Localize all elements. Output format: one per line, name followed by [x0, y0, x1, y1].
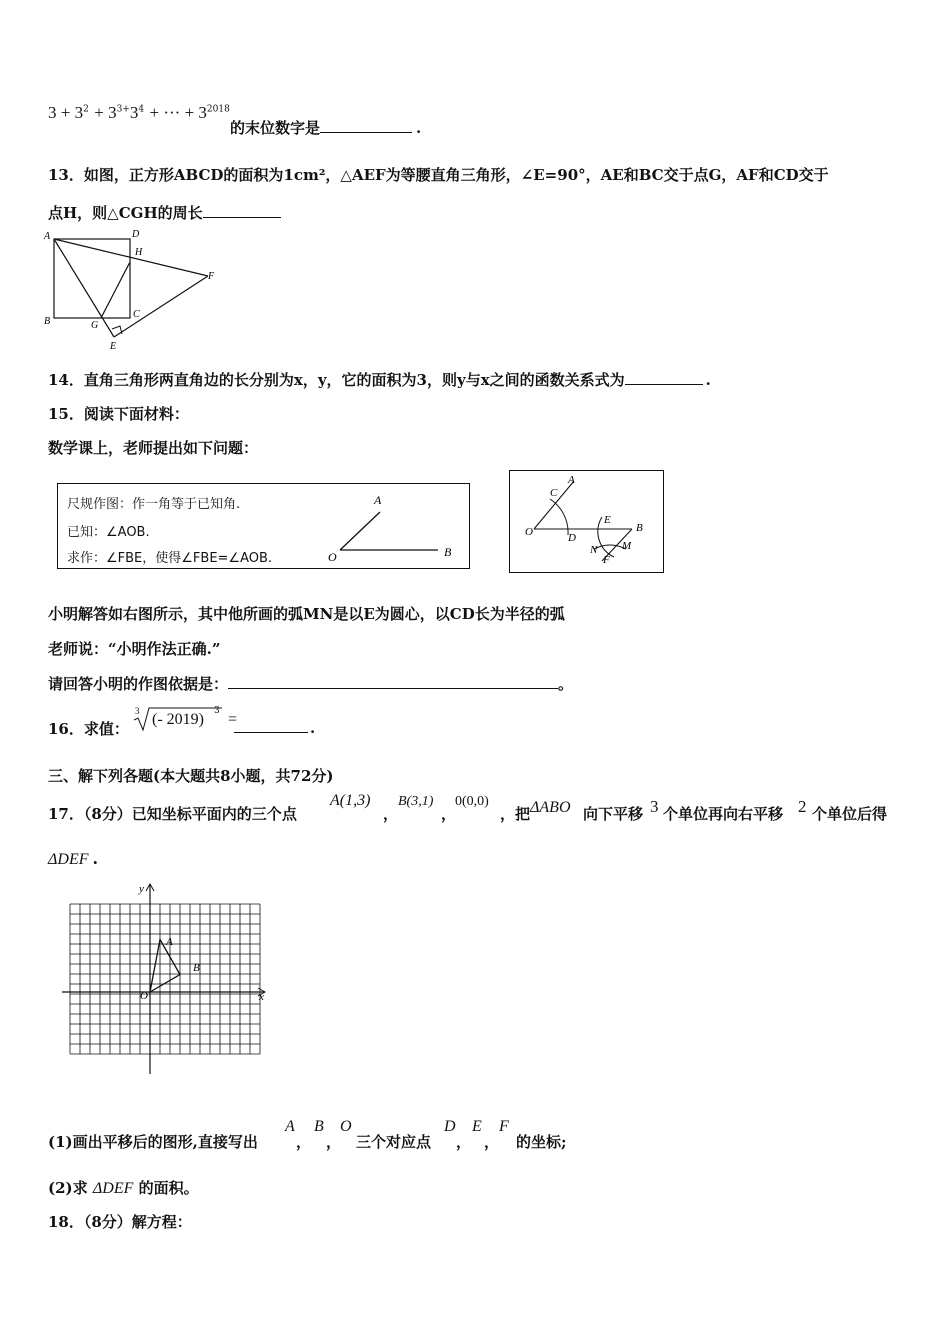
q14-text: 14．直角三角形两直角边的长分别为x，y，它的面积为3，则y与x之间的函数关系式为	[48, 371, 625, 389]
q17-sub1-sep3: ，	[456, 1133, 472, 1151]
q15-intro: 数学课上，老师提出如下问题：	[48, 439, 259, 457]
q15-solution-box	[509, 470, 664, 573]
q17-sub1-mid: 三个对应点	[356, 1133, 432, 1151]
q18-line: 18．（8分）解方程：	[48, 1213, 192, 1231]
q12-end: .	[416, 119, 422, 137]
q17-point-b	[398, 793, 433, 810]
q12-exp-2: 2	[83, 104, 89, 115]
q13-line1: 13．如图，正方形ABCD的面积为1cm²，△AEF为等腰直角三角形，∠E=90°，AE和BC交于点G，AF和CD交于	[48, 166, 829, 184]
q15-box-line2: 已知：∠AOB.	[67, 525, 150, 540]
q17-label-y: y	[139, 883, 144, 895]
q13-label-c: C	[133, 309, 140, 320]
q17-sub1-e: E	[472, 1118, 482, 1135]
q15-ask: 请回答小明的作图依据是：	[48, 675, 229, 693]
q12-plus-2: 3	[129, 103, 139, 122]
q17-tail: 个单位后得	[812, 805, 888, 823]
q13-label-e: E	[110, 341, 117, 352]
q15-sol-arc-cd	[550, 499, 568, 535]
q13-line2-text: 点H，则△CGH的周长	[48, 204, 203, 222]
q12-exp-3: 3+	[116, 104, 130, 115]
q16-radicand: (- 2019)	[152, 711, 204, 728]
q15-left-label-a: A	[374, 493, 382, 507]
q14-end: .	[705, 371, 711, 389]
q15-right-label-o: O	[525, 526, 533, 538]
q15-box-line1: 尺规作图：作一角等于已知角.	[67, 497, 241, 512]
q15-ask-end: 。	[558, 675, 574, 693]
q12-exp-2018: 2018	[206, 104, 230, 115]
q13-line-gh	[101, 262, 130, 318]
q17-sub1-f: F	[499, 1118, 509, 1135]
q13-figure	[40, 225, 240, 355]
q12-text	[230, 117, 421, 138]
q15-right-label-f: F	[603, 554, 610, 566]
q12-exp-4: 4	[138, 104, 145, 115]
q17-coordinate-grid	[55, 876, 280, 1076]
q15-right-label-m: M	[622, 540, 632, 552]
q13-label-a: A	[44, 231, 51, 242]
q17-sub2-tri: ΔDEF	[92, 1180, 134, 1197]
q17-point-a	[330, 790, 370, 810]
q12-ellipsis: + ··· + 3	[149, 103, 207, 122]
q15-box-line3: 求作：∠FBE，使得∠FBE=∠AOB.	[67, 551, 273, 566]
q17-tri	[530, 797, 571, 817]
q13-label-f: F	[208, 271, 215, 282]
q17-result-line	[48, 849, 98, 869]
q16-blank-wrap	[234, 718, 315, 737]
q17-sub1-prefix: (1)画出平移后的图形,直接写出	[48, 1133, 258, 1151]
q17-point-a-text: A(1,3)	[330, 792, 371, 809]
q17-n2: 2	[798, 797, 807, 816]
q13-label-h: H	[135, 247, 143, 258]
q17-sub1-o: O	[340, 1118, 352, 1135]
q16-equals: =	[228, 711, 238, 728]
q17-tri-text: ΔABO	[530, 799, 571, 816]
q15-right-label-b: B	[636, 522, 643, 534]
q15-right-label-c: C	[550, 487, 558, 499]
q17-sub1-tail: 的坐标;	[516, 1133, 567, 1151]
q15-right-label-a: A	[568, 474, 575, 486]
q17-sub1-sep1: ，	[296, 1133, 312, 1151]
q17-sub1-sep2: ，	[326, 1133, 342, 1151]
q17-sep2: ，	[441, 805, 457, 823]
q17-point-o	[455, 793, 489, 810]
q15-right-label-d: D	[568, 532, 576, 544]
q13-line2	[48, 202, 281, 223]
section3-title: 三、解下列各题(本大题共8小题，共72分)	[48, 767, 334, 785]
q15-ray-oa	[340, 512, 380, 550]
q17-point-o-text: 0(0,0)	[455, 794, 489, 809]
q17-label-x: x	[259, 991, 264, 1003]
q16-radicand-exp: 3	[214, 706, 220, 716]
q17-label-a: A	[166, 936, 173, 948]
q15-left-label-b: B	[444, 545, 452, 559]
q14-answer-blank[interactable]	[625, 370, 703, 385]
q17-grid-lines	[70, 904, 260, 1054]
q12-answer-blank[interactable]	[320, 118, 412, 133]
q13-label-g: G	[91, 320, 99, 331]
q13-line-ae	[54, 239, 114, 337]
q15-right-label-e: E	[604, 514, 611, 526]
q17-move: 向下平移	[583, 805, 644, 823]
q17-prefix: 17．（8分）已知坐标平面内的三个点	[48, 805, 297, 823]
q17-move2: 个单位再向右平移	[663, 805, 784, 823]
q17-mid: ，把	[500, 805, 531, 823]
q17-point-b-text: B(3,1)	[398, 794, 434, 809]
q17-label-o: O	[140, 990, 148, 1002]
q12-text-label: 的末位数字是	[230, 119, 321, 137]
q15-ask-line	[48, 673, 573, 694]
q12-plus-1: + 3	[94, 103, 117, 122]
q13-line-af	[54, 239, 208, 276]
q17-sub2-prefix: (2)求	[48, 1179, 88, 1197]
q17-sub2-tail: 的面积。	[138, 1179, 199, 1197]
q15-teacher: 老师说：“小明作法正确.”	[48, 640, 221, 658]
q12-expr-base: 3 + 3	[48, 103, 84, 122]
q15-angle-figure	[320, 490, 460, 566]
q17-sub1-sep4: ，	[484, 1133, 500, 1151]
q12-expression	[48, 103, 230, 123]
q17-sub1-a: A	[285, 1118, 295, 1135]
q17-sub2-line	[48, 1177, 199, 1198]
q13-answer-blank[interactable]	[203, 203, 281, 218]
q14-line	[48, 369, 711, 390]
q15-answer-blank[interactable]	[228, 674, 558, 689]
q13-label-d: D	[132, 229, 140, 240]
q17-label-b: B	[193, 962, 200, 974]
q15-answer-text: 小明解答如右图所示，其中他所画的弧MN是以E为圆心，以CD长为半径的弧	[48, 605, 565, 623]
q15-problem-box	[57, 483, 470, 569]
q13-label-b: B	[44, 316, 51, 327]
q15-left-label-o: O	[328, 550, 337, 564]
q16-answer-blank[interactable]	[234, 718, 308, 733]
q17-sub1-d: D	[444, 1118, 456, 1135]
q17-sep1: ，	[383, 805, 399, 823]
q17-n3: 3	[650, 797, 659, 816]
q15-right-label-n: N	[590, 544, 598, 556]
q17-line1	[48, 803, 297, 824]
q17-sub1-b: B	[314, 1118, 324, 1135]
q13-line-ef	[114, 276, 208, 337]
q13-square	[54, 239, 130, 318]
q17-result-end: .	[92, 849, 99, 868]
q15-title: 15．阅读下面材料：	[48, 405, 189, 423]
q17-result: ΔDEF	[48, 851, 89, 868]
q16-label: 16．求值：	[48, 720, 129, 738]
q16-end: .	[310, 719, 316, 737]
q16-root-index: 3	[135, 706, 140, 716]
q15-solution-figure	[510, 471, 662, 571]
